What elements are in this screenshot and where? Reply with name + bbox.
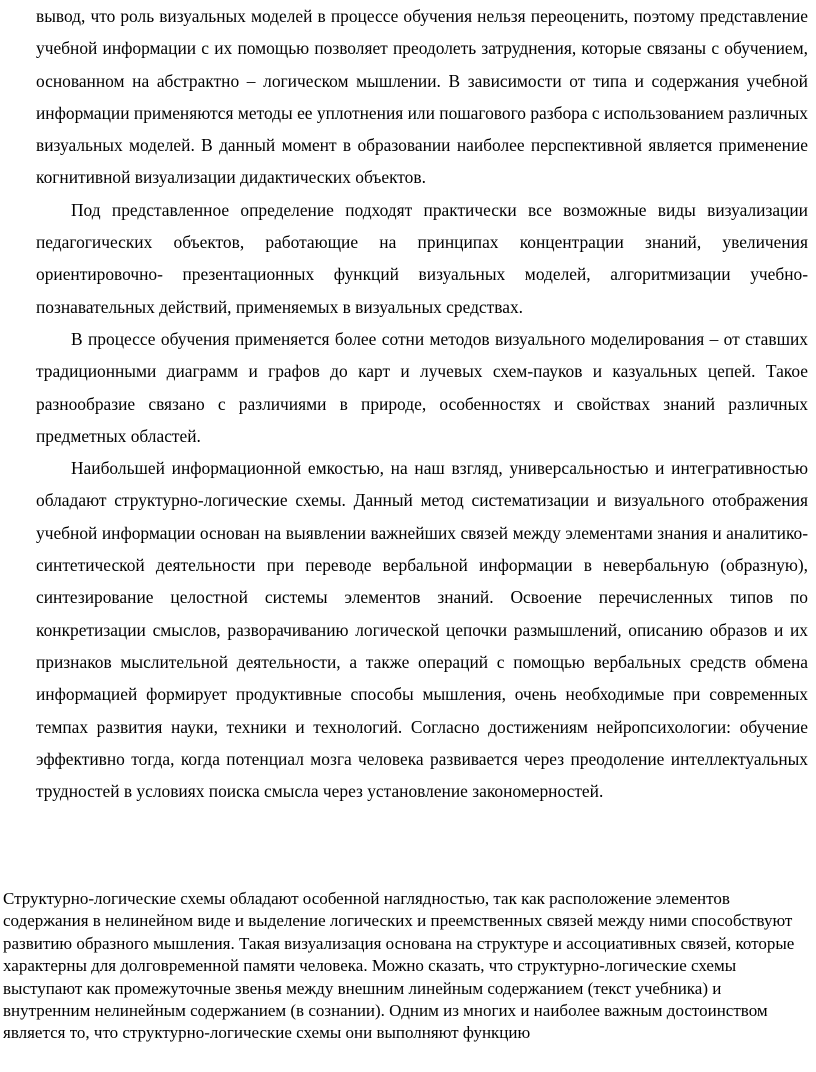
paragraph-conclusion-continued: вывод, что роль визуальных моделей в процессе обучения нельзя переоценить, поэтому представление учебной информации с их помощью позволяет преодолеть затруднения, которые связаны с обучением, основанном на абстрактно – логическом мышлении. В зависимости от типа и содержания учебной информации применяются методы ее уплотнения или пошагового разбора с использованием различных визуальных моделей. В данный момент в образовании наиболее перспективной является применение когнитивной визуализации дидактических объектов. [36, 6, 808, 188]
tail-text-block [3, 888, 811, 1045]
main-text-block [36, 0, 808, 807]
paragraph-definition: Под представленное определение подходят практически все возможные виды визуализации педагогических объектов, работающие на принципах концентрации знаний, увеличения ориентировочно- презентационных функций визуальных моделей, алгоритмизации учебно- познавательных действий, применяемых в визуальных средствах. [36, 199, 808, 317]
paragraph-visual-modeling-methods: В процессе обучения применяется более сотни методов визуального моделирования – от ставших традиционными диаграмм и графов до карт и лучевых схем-пауков и казуальных цепей. Такое разнообразие связано с различиями в природе, особенностях и свойствах знаний различных предметных областей. [36, 328, 808, 446]
paragraph-structural-logical-schemes: Наибольшей информационной емкостью, на наш взгляд, универсальностью и интегративностью обладают структурно-логические схемы. Данный метод систематизации и визуального отображения учебной информации основан на выявлении важнейших связей между элементами знания и аналитико- синтетической деятельности при переводе вербальной информации в невербальную (образную), синтезирование целостной системы элементов знаний. Освоение перечисленных типов по конкретизации смыслов, разворачиванию логической цепочки размышлений, описанию образов и их признаков мыслительной деятельности, а также операций с помощью вербальных средств обмена информацией формирует продуктивные способы мышления, очень необходимые при современных темпах развития науки, техники и технологий. Согласно достижениям нейропсихологии: обучение эффективно тогда, когда потенциал мозга человека развивается через преодоление интеллектуальных трудностей в условиях поиска смысла через установление закономерностей. [36, 458, 808, 802]
paragraph-schemes-clarity: Структурно-логические схемы обладают особенной наглядностью, так как расположение элементов содержания в нелинейном виде и выделение логических и преемственных связей между ними способствуют развитию образного мышления. Такая визуализация основана на структуре и ассоциативных связей, которые характерны для долговременной памяти человека. Можно сказать, что структурно-логические схемы выступают как промежуточные звенья между внешним линейным содержанием (текст учебника) и внутренним нелинейным содержанием (в сознании). Одним из многих и наиболее важным достоинством является то, что структурно-логические схемы они выполняют функцию [3, 889, 795, 1043]
